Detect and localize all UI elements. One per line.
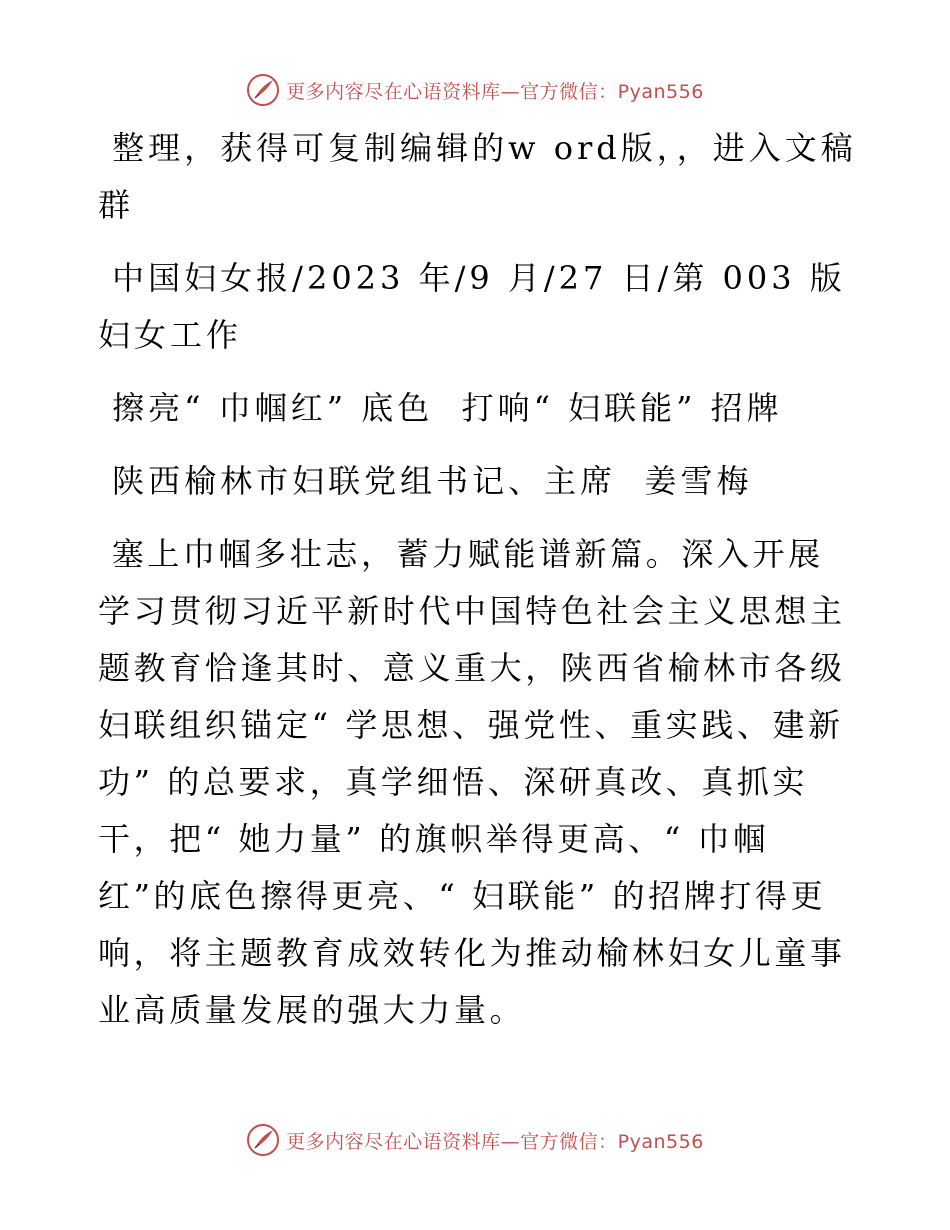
article-title: 擦亮“ 巾帼红” 底色 打响“ 妇联能” 招牌 (98, 389, 783, 427)
quill-pen-logo-icon (246, 1123, 280, 1157)
body-paragraph: 塞上巾帼多壮志，蓄力赋能谱新篇。深入开展学习贯彻习近平新时代中国特色社会主义思想主题教育恰逢其时、意义重大，陕西省榆林市各级妇联组织锚定“ 学思想、强党性、重实践、建新功” 的总要求，真学细悟、深研真改、真抓实干，把“ 她力量” 的旗帜举得更高、“ 巾帼红”的底色擦得更亮、“ 妇联能” 的招牌打得更响，将主题教育成效转化为推动榆林妇女儿童事业高质量发展的强大力量。 (98, 535, 846, 1029)
banner-text: 更多内容尽在心语资料库—官方微信：Pyan556 (286, 80, 704, 103)
source-line: 中国妇女报/2023 年/9 月/27 日/第 003 版妇女工作 (98, 259, 846, 354)
header-banner (0, 70, 950, 110)
banner-text: 更多内容尽在心语资料库—官方微信：Pyan556 (286, 1130, 704, 1153)
quill-pen-logo-icon (246, 73, 280, 107)
intro-line: 整理，获得可复制编辑的w ord版，，进入文稿群 (98, 129, 857, 224)
footer-banner (0, 1120, 950, 1160)
author-line: 陕西榆林市妇联党组书记、主席 姜雪梅 (98, 462, 753, 500)
document-body (98, 120, 858, 1055)
